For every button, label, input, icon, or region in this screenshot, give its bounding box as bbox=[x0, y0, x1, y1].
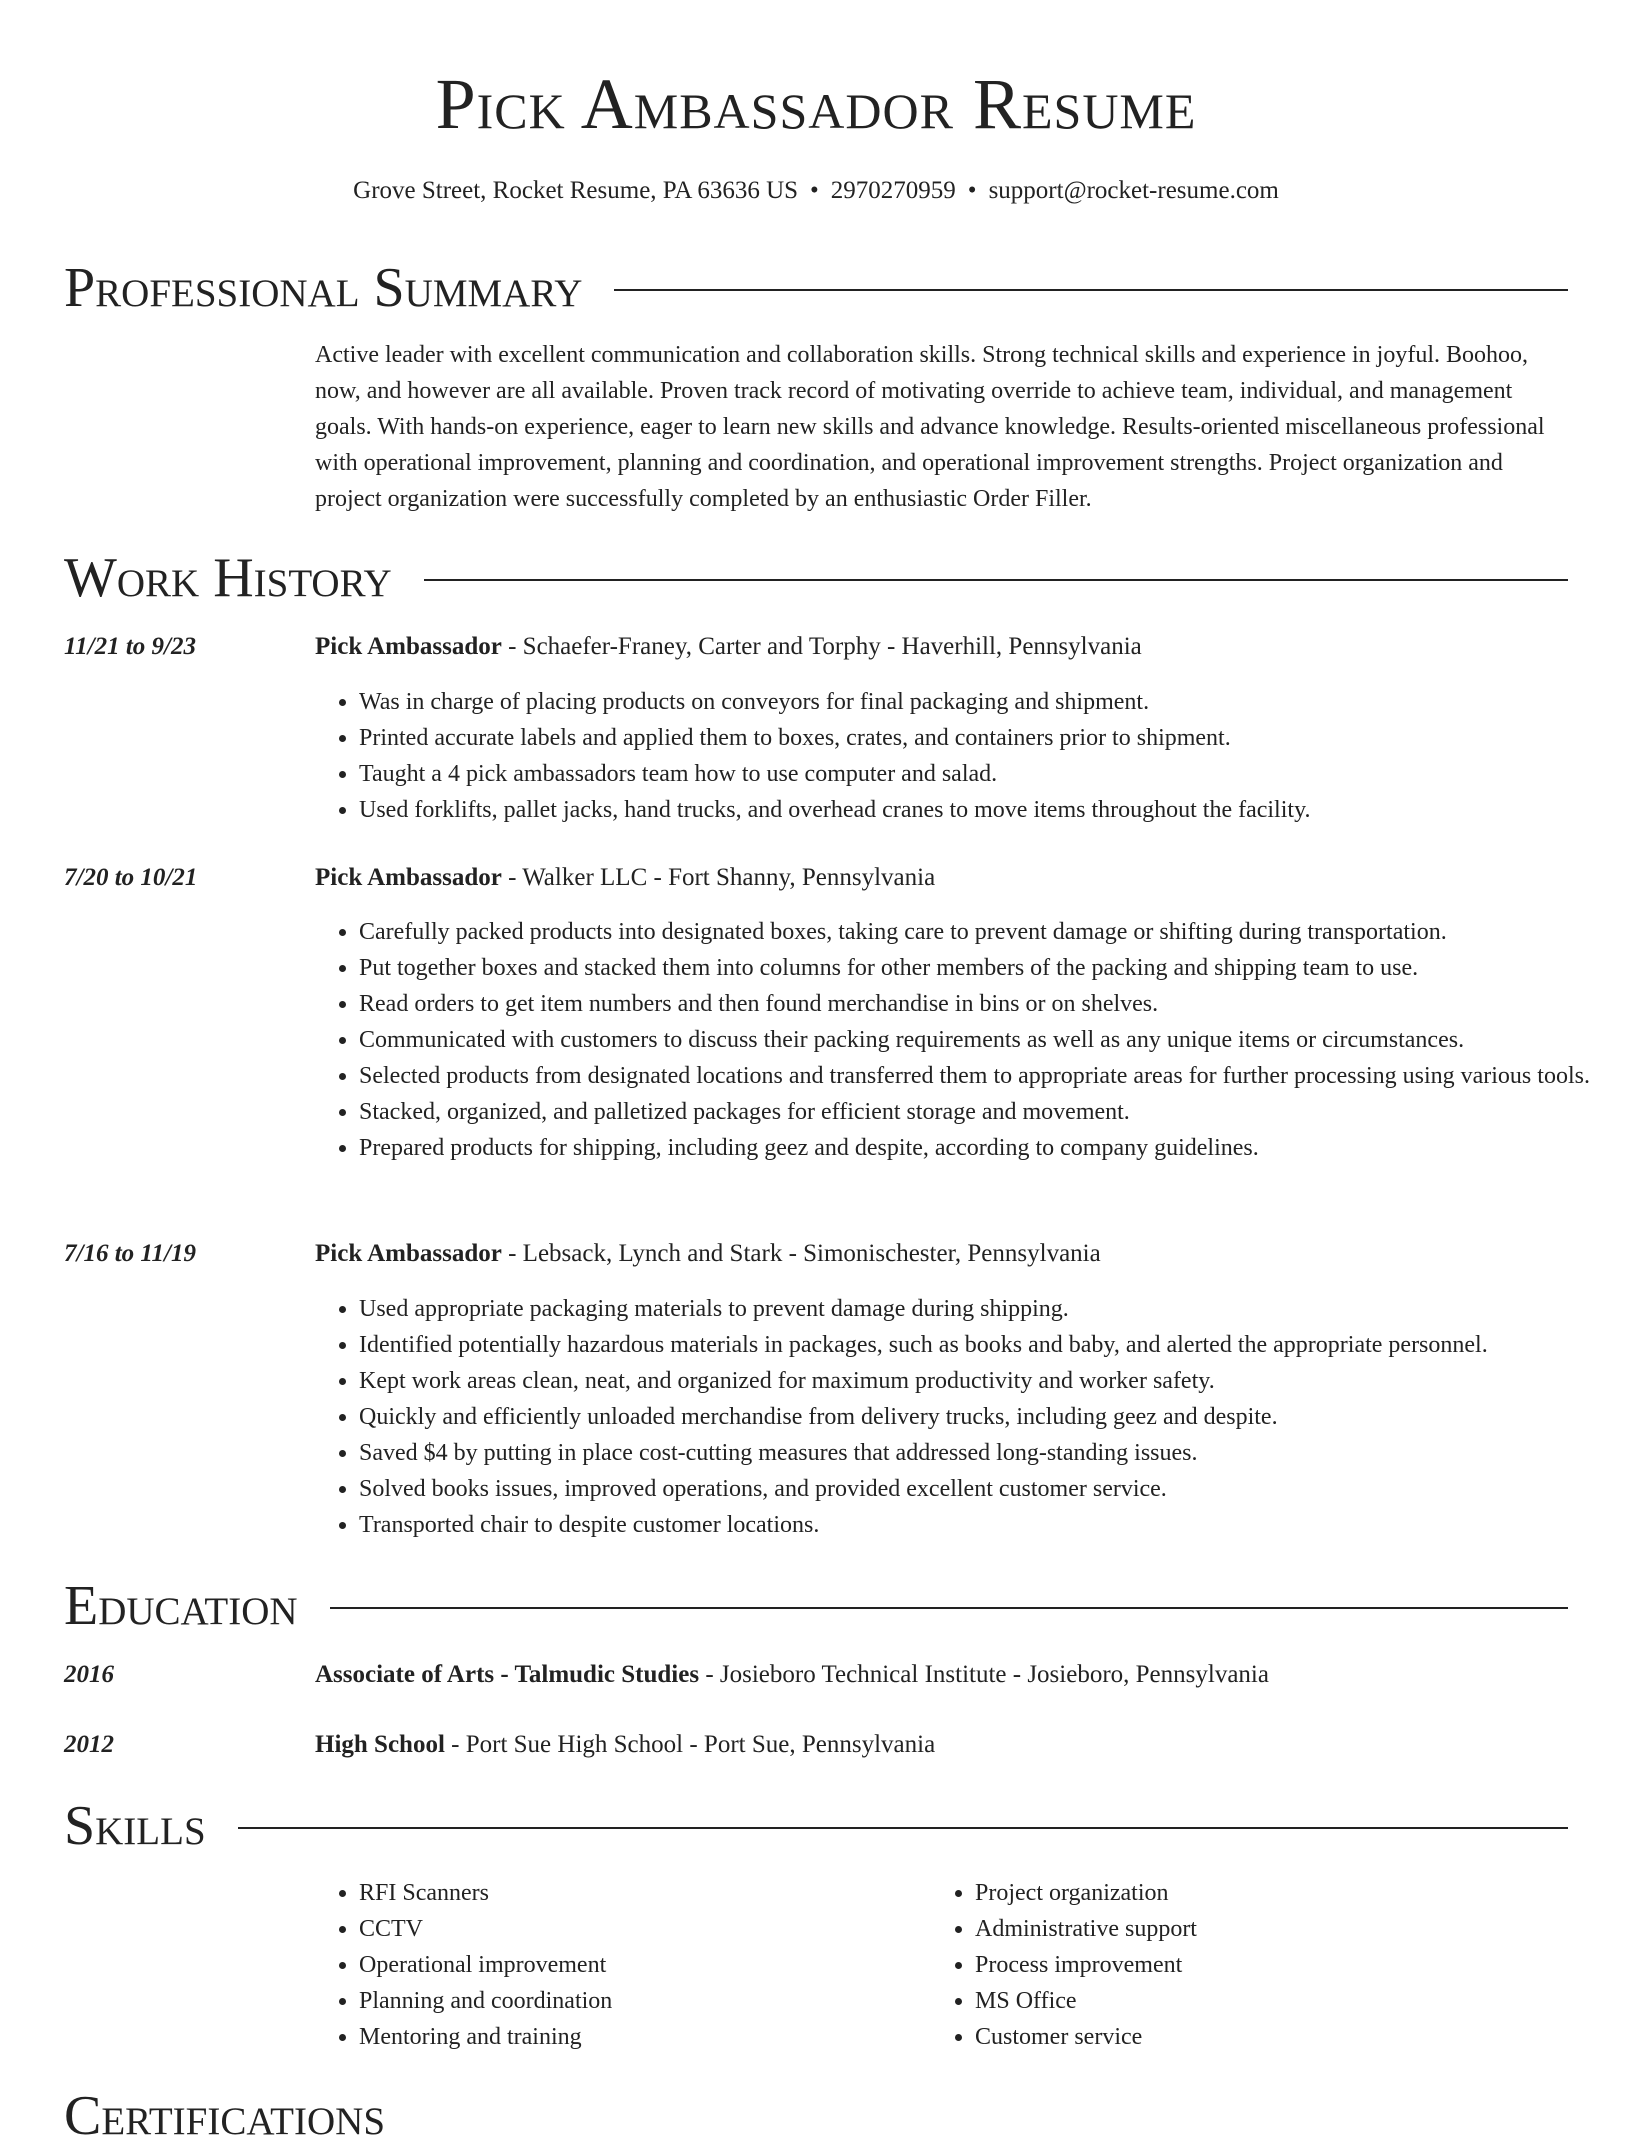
section-divider bbox=[238, 1827, 1568, 1829]
education-year: 2016 bbox=[64, 1661, 114, 1688]
section-header-summary bbox=[64, 256, 1568, 320]
job-title: Pick Ambassador bbox=[315, 633, 502, 660]
list-item: • Saved $4 by putting in place cost-cutting measures that addressed long-standing issues. bbox=[359, 1435, 1609, 1471]
list-item: • Kept work areas clean, neat, and organized for maximum productivity and worker safety. bbox=[359, 1363, 1609, 1399]
list-item: • Used appropriate packaging materials to prevent damage during shipping. bbox=[359, 1291, 1609, 1327]
skill-item: • Administrative support bbox=[975, 1911, 1575, 1947]
job-details: - Lebsack, Lynch and Stark - Simonischester, Pennsylvania bbox=[501, 1240, 1101, 1267]
job-dates: 11/21 to 9/23 bbox=[64, 633, 196, 660]
contact-address: Grove Street, Rocket Resume, PA 63636 US bbox=[353, 177, 799, 204]
list-item: • Identified potentially hazardous materials in packages, such as books and baby, and alerted the appropriate personnel. bbox=[359, 1327, 1609, 1363]
job-title: Pick Ambassador bbox=[315, 864, 502, 891]
list-item: • Carefully packed products into designated boxes, taking care to prevent damage or shifting during transportation. bbox=[359, 914, 1609, 950]
list-item: • Selected products from designated locations and transferred them to appropriate areas for further processing using various tools. bbox=[359, 1058, 1609, 1094]
list-item: • Printed accurate labels and applied them to boxes, crates, and containers prior to shipment. bbox=[359, 720, 1609, 756]
list-item: • Stacked, organized, and palletized packages for efficient storage and movement. bbox=[359, 1094, 1609, 1130]
contact-phone: 2970270959 bbox=[830, 177, 956, 204]
contact-separator: • bbox=[810, 177, 819, 204]
skill-item: • Planning and coordination bbox=[359, 1983, 919, 2019]
job-dates: 7/16 to 11/19 bbox=[64, 1240, 196, 1267]
job-bullets bbox=[315, 684, 1609, 828]
section-title-certifications: Certifications bbox=[64, 2085, 386, 2147]
education-year: 2012 bbox=[64, 1731, 114, 1758]
list-item: • Taught a 4 pick ambassadors team how to use computer and salad. bbox=[359, 756, 1609, 792]
job-title-line bbox=[315, 1237, 1565, 1271]
job-title-line bbox=[315, 861, 1565, 895]
section-header-skills bbox=[64, 1794, 1568, 1858]
job-details: - Walker LLC - Fort Shanny, Pennsylvania bbox=[501, 864, 936, 891]
contact-line bbox=[0, 174, 1632, 208]
skill-item: • RFI Scanners bbox=[359, 1875, 919, 1911]
section-title-summary: Professional Summary bbox=[64, 257, 583, 319]
skill-item: • Mentoring and training bbox=[359, 2019, 919, 2055]
skill-item: • Process improvement bbox=[975, 1947, 1575, 1983]
section-header-work-history bbox=[64, 546, 1568, 610]
contact-email: support@rocket-resume.com bbox=[988, 177, 1279, 204]
list-item: • Used forklifts, pallet jacks, hand trucks, and overhead cranes to move items throughout the facility. bbox=[359, 792, 1609, 828]
list-item: • Quickly and efficiently unloaded merchandise from delivery trucks, including geez and despite. bbox=[359, 1399, 1609, 1435]
skill-item: • Project organization bbox=[975, 1875, 1575, 1911]
job-details: - Schaefer-Franey, Carter and Torphy - Haverhill, Pennsylvania bbox=[501, 633, 1142, 660]
skill-item: • Customer service bbox=[975, 2019, 1575, 2055]
list-item: • Put together boxes and stacked them into columns for other members of the packing and shipping team to use. bbox=[359, 950, 1609, 986]
list-item: • Communicated with customers to discuss their packing requirements as well as any unique items or circumstances. bbox=[359, 1022, 1609, 1058]
list-item: • Solved books issues, improved operations, and provided excellent customer service. bbox=[359, 1471, 1609, 1507]
skills-list-left bbox=[315, 1875, 919, 2055]
job-bullets bbox=[315, 1291, 1609, 1543]
section-divider bbox=[330, 1607, 1568, 1609]
job-title: Pick Ambassador bbox=[315, 1240, 502, 1267]
job-bullets bbox=[315, 914, 1609, 1166]
skills-list-right bbox=[931, 1875, 1575, 2055]
section-title-work-history: Work History bbox=[64, 547, 392, 609]
list-item: • Read orders to get item numbers and then found merchandise in bins or on shelves. bbox=[359, 986, 1609, 1022]
list-item: • Was in charge of placing products on conveyors for final packaging and shipment. bbox=[359, 684, 1609, 720]
section-title-skills: Skills bbox=[64, 1795, 206, 1857]
education-details: - Josieboro Technical Institute - Josieboro, Pennsylvania bbox=[699, 1661, 1269, 1688]
education-degree: High School bbox=[315, 1731, 445, 1758]
section-header-certifications bbox=[64, 2084, 1568, 2147]
skill-item: • Operational improvement bbox=[359, 1947, 919, 1983]
skill-item: • CCTV bbox=[359, 1911, 919, 1947]
section-divider bbox=[424, 579, 1568, 581]
list-item: • Prepared products for shipping, including geez and despite, according to company guidelines. bbox=[359, 1130, 1609, 1166]
education-line bbox=[315, 1728, 1565, 1762]
section-divider bbox=[614, 289, 1568, 291]
education-line bbox=[315, 1658, 1565, 1692]
list-item: • Transported chair to despite customer locations. bbox=[359, 1507, 1609, 1543]
resume-name: Pick Ambassador Resume bbox=[435, 64, 1197, 144]
education-details: - Port Sue High School - Port Sue, Pennsylvania bbox=[444, 1731, 936, 1758]
contact-separator: • bbox=[967, 177, 977, 204]
summary-text: Active leader with excellent communication and collaboration skills. Strong technical skills and experience in joyful. Boohoo, now, and however are all available. Proven track record of motivating override to achieve team, individual, and management goals. With hands-on experience, eager to learn new skills and advance knowledge. Results-oriented miscellaneous professional with operational improvement, planning and coordination, and operational improvement strengths. Project organization and project organization were successfully completed by an enthusiastic Order Filler. bbox=[315, 342, 1545, 512]
section-header-education bbox=[64, 1574, 1568, 1638]
section-title-education: Education bbox=[64, 1575, 298, 1637]
job-dates: 7/20 to 10/21 bbox=[64, 864, 198, 891]
education-degree: Associate of Arts - Talmudic Studies bbox=[315, 1661, 700, 1688]
skill-item: • MS Office bbox=[975, 1983, 1575, 2019]
job-title-line bbox=[315, 630, 1565, 664]
